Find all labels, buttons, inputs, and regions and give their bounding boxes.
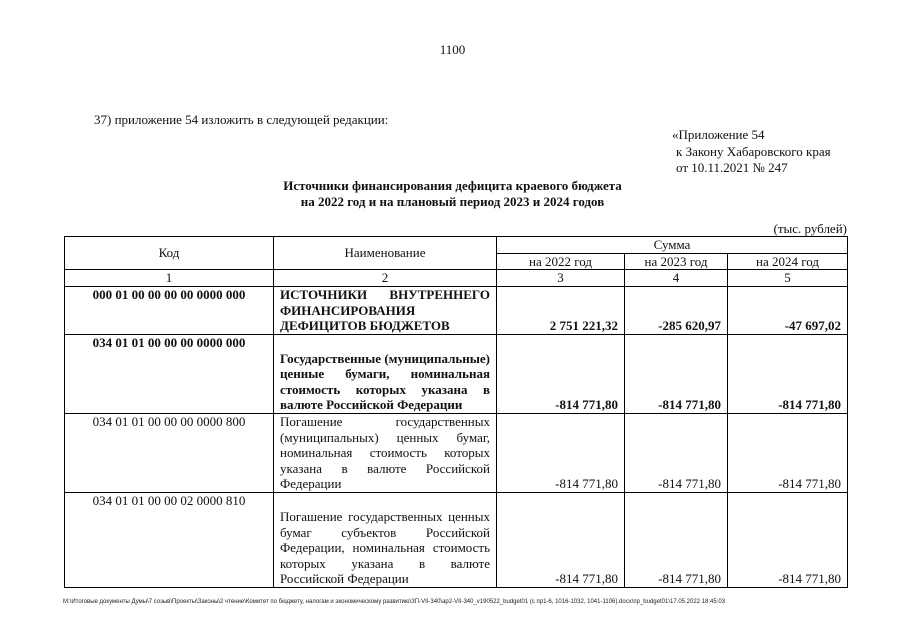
- row-value-2024: -814 771,80: [728, 334, 848, 413]
- row-name: Государственные (муниципальные) ценные бумаги, номинальная стоимость которых указана в валюте Российской Федерации: [274, 334, 497, 413]
- row-code: 000 01 00 00 00 00 0000 000: [65, 286, 274, 334]
- row-name: Погашение государственных ценных бумаг субъектов Российской Федерации, номинальная стоимость которых указана в валюте Российской Федерации: [274, 492, 497, 587]
- header-name: Наименование: [274, 237, 497, 270]
- row-code: 034 01 01 00 00 00 0000 000: [65, 334, 274, 413]
- header-year-2022: на 2022 год: [497, 253, 625, 270]
- row-value-2022: 2 751 221,32: [497, 286, 625, 334]
- column-index: 1: [65, 270, 274, 287]
- row-name: Погашение государственных (муниципальных) ценных бумаг, номинальная стоимость которых указана в валюте Российской Федерации: [274, 413, 497, 492]
- row-name: ИСТОЧНИКИ ВНУТРЕННЕГО ФИНАНСИРОВАНИЯ ДЕФИЦИТОВ БЮДЖЕТОВ: [274, 286, 497, 334]
- appendix-line-3: от 10.11.2021 № 247: [676, 160, 788, 175]
- row-value-2024: -47 697,02: [728, 286, 848, 334]
- budget-sources-table: [64, 236, 848, 588]
- table-row: [65, 334, 848, 413]
- row-value-2023: -285 620,97: [625, 286, 728, 334]
- table-row: [65, 413, 848, 492]
- header-year-2023: на 2023 год: [625, 253, 728, 270]
- appendix-line-2: к Закону Хабаровского края: [676, 144, 831, 159]
- units-label: (тыс. рублей): [773, 221, 847, 236]
- row-value-2024: -814 771,80: [728, 492, 848, 587]
- column-index-row: [65, 270, 848, 287]
- row-value-2023: -814 771,80: [625, 334, 728, 413]
- row-value-2022: -814 771,80: [497, 413, 625, 492]
- row-value-2022: -814 771,80: [497, 334, 625, 413]
- row-value-2024: -814 771,80: [728, 413, 848, 492]
- row-value-2023: -814 771,80: [625, 492, 728, 587]
- column-index: 2: [274, 270, 497, 287]
- row-code: 034 01 01 00 00 02 0000 810: [65, 492, 274, 587]
- file-path-footer: M:\Итоговые документы Думы\7 созыв\Проекты\Законы\2 чтение\Комитет по бюджету, налогам и экономическому развитию\ЗП-VII-340\ap2-VII-340_v190522_budget01 (с пр1-6, 1016-1032, 1041-1106).docx\пр_budget01\17.05.2022 18:45:03: [63, 599, 726, 605]
- column-index: 5: [728, 270, 848, 287]
- intro-text: 37) приложение 54 изложить в следующей редакции:: [94, 112, 389, 127]
- header-code: Код: [65, 237, 274, 270]
- page-number: 1100: [439, 42, 466, 57]
- header-row: [65, 237, 848, 254]
- table-row: [65, 286, 848, 334]
- header-year-2024: на 2024 год: [728, 253, 848, 270]
- header-sum: Сумма: [497, 237, 848, 254]
- table-row: [65, 492, 848, 587]
- column-index: 4: [625, 270, 728, 287]
- row-value-2023: -814 771,80: [625, 413, 728, 492]
- appendix-line-1: «Приложение 54: [672, 127, 765, 142]
- document-title-line-2: на 2022 год и на плановый период 2023 и 2024 годов: [300, 194, 605, 209]
- document-title-line-1: Источники финансирования дефицита краевого бюджета: [283, 178, 622, 193]
- row-code: 034 01 01 00 00 00 0000 800: [65, 413, 274, 492]
- column-index: 3: [497, 270, 625, 287]
- row-value-2022: -814 771,80: [497, 492, 625, 587]
